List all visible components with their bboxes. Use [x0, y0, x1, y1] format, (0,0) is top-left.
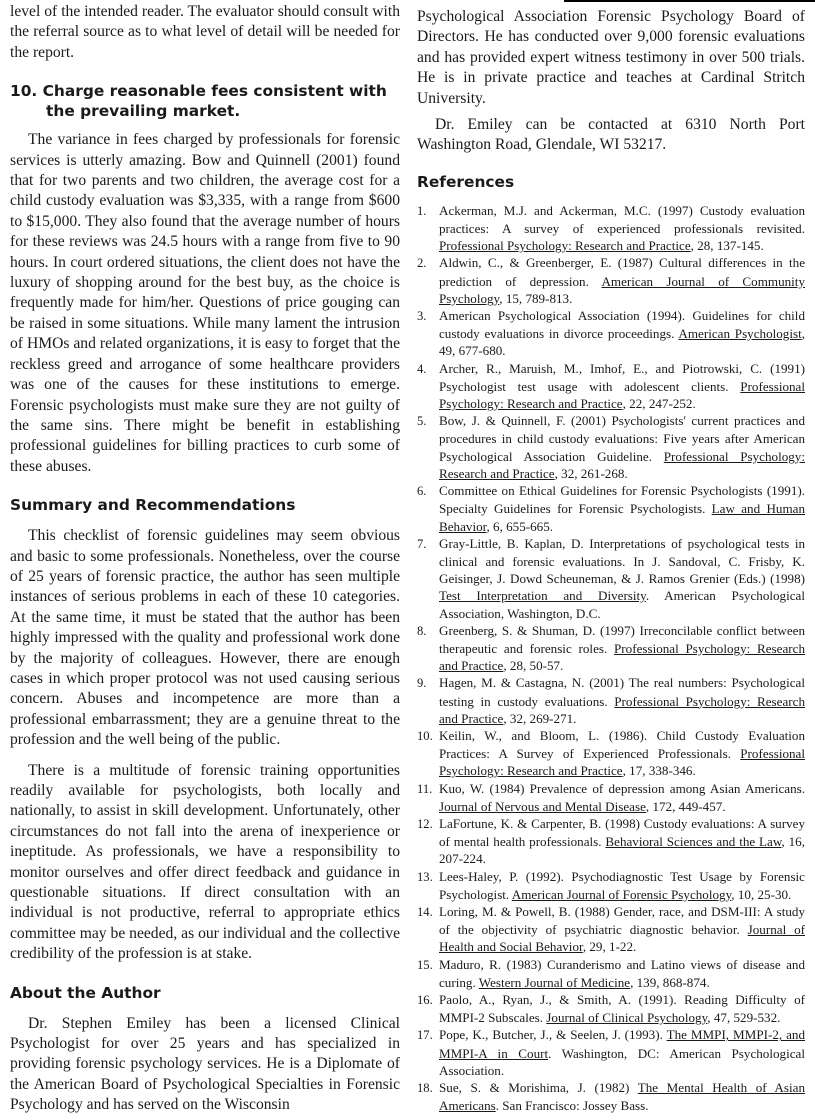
reference-item [417, 815, 805, 868]
reference-details: , 15, 789-813. [499, 290, 573, 306]
reference-item [417, 202, 805, 255]
reference-details: , 28, 50-57. [503, 658, 564, 674]
reference-details: , 29, 1-22. [582, 939, 637, 955]
reference-number: 5. [417, 414, 427, 429]
reference-source: The Mental Health of Asian Americans [439, 1080, 805, 1114]
reference-text: Maduro, R. (1983) Curanderismo and Latino views of disease and curing. [439, 956, 805, 990]
reference-source: Professional Psychology: Research and Practice [439, 693, 805, 726]
reference-text: Lees-Haley, P. (1992). Psychodiagnostic Test Usage by Forensic Psychologist. [439, 868, 805, 902]
reference-item [417, 1079, 805, 1114]
summary-heading: Summary and Recommendations [10, 496, 296, 515]
reference-text: Keilin, W., and Bloom, L. (1986). Child Custody Evaluation Practices: A Survey of Experienced Professionals. [439, 727, 805, 762]
reference-number: 7. [417, 536, 427, 551]
summary-paragraph-1: This checklist of forensic guidelines may seem obvious and basic to some professionals. Nonetheless, over the course of 25 years of forensic practice, the author has seen multiple instances of serious problems in each of these 10 categories. At the same time, it must be stated that the author has been highly impressed with the quality and professional work done by the majority of colleagues. However, there are enough cases in which proper protocol was not used causing serious concern. Abuses and incompetence are more than a professional embarrassment; they are a genuine threat to the profession and the well being of the public. [10, 527, 400, 749]
reference-number: 18. [417, 1081, 433, 1095]
reference-text: LaFortune, K. & Carpenter, B. (1998) Custody evaluations: A survey of mental health professionals. [439, 815, 805, 850]
reference-item [417, 535, 805, 622]
reference-item [417, 307, 805, 360]
reference-number: 3. [417, 309, 427, 324]
reference-source: Behavioral Sciences and the Law [605, 834, 782, 850]
reference-number: 15. [417, 957, 433, 972]
about-continued: Psychological Association Forensic Psychology Board of Directors. He has conducted over 9,000 forensic evaluations and has provided expert witness testimony in over 500 trials. He is in private practice and teaches at Cardinal Stritch University. [417, 8, 805, 107]
reference-source: Journal of Clinical Psychology [546, 1010, 708, 1026]
section-10-heading: 10. Charge reasonable fees consistent with the prevailing market. [10, 82, 387, 121]
intro-fragment: level of the intended reader. The evaluator should consult with the referral source as to what level of detail will be needed for the report. [10, 3, 400, 61]
reference-source: Journal of Health and Social Behavior [439, 922, 805, 955]
reference-text: Kuo, W. (1984) Prevalence of depression among Asian Americans. [439, 780, 805, 796]
reference-item [417, 482, 805, 535]
reference-details: , 22, 247-252. [622, 396, 696, 412]
reference-item [417, 780, 805, 815]
reference-text: Sue, S. & Morishima, J. (1982) [439, 1080, 638, 1095]
reference-source: Professional Psychology: Research and Practice [439, 640, 805, 674]
reference-source: Professional Psychology: Research and Practice [439, 448, 805, 481]
section-10-body: The variance in fees charged by professionals for forensic services is utterly amazing. Bow and Quinnell (2001) found that for two parents and two children, the average cost for a child custody evaluation was $3,335, with a range from $600 to $15,000. They also found that the average number of hours for these reviews was 24.5 hours with a range from five to 90 hours. In court ordered situations, the client does not have the luxury of shopping around for the best buy, as the choice is frequently made for him/her. Questions of price gouging can be raised in some situations. While many lament the intrusion of HMOs and related organizations, it is easy to forget that the reckless greed and arrogance of some healthcare providers was one of the causes for these institutions to emerge. Forensic psychologists must make sure they are not guilty of the same sins. There might be benefit in establishing professional guidelines for billing practices to curb some of these abuses. [10, 131, 400, 475]
reference-source: American Journal of Forensic Psychology [511, 886, 732, 902]
reference-number: 11. [417, 781, 433, 796]
reference-details: , 49, 677-680. [439, 326, 805, 359]
reference-source: Professional Psychology: Research and Practice [439, 746, 805, 779]
reference-details: . San Francisco: Jossey Bass. [495, 1098, 649, 1114]
reference-number: 12. [417, 816, 433, 831]
reference-number: 8. [417, 623, 427, 638]
reference-details: , 32, 261-268. [554, 465, 628, 481]
references-heading: References [417, 172, 515, 191]
reference-details: . American Psychological Association, Washington, D.C. [439, 588, 805, 621]
reference-number: 10. [417, 728, 433, 743]
reference-item [417, 956, 805, 991]
reference-item [417, 1026, 805, 1079]
reference-number: 13. [417, 869, 433, 884]
reference-item [417, 254, 805, 307]
reference-text: American Psychological Association (1994). Guidelines for child custody evaluations in divorce proceedings. [439, 308, 805, 342]
reference-text: Bow, J. & Quinnell, F. (2001) Psychologists' current practices and procedures in child custody evaluations: Five years after American Psychological Association Guideline. [439, 413, 805, 464]
reference-number: 9. [417, 676, 427, 691]
reference-number: 14. [417, 904, 433, 919]
reference-source: Professional Psychology: Research and Practice [439, 378, 805, 412]
reference-details: , 16, 207-224. [439, 834, 805, 867]
summary-paragraph-2: There is a multitude of forensic training opportunities readily available for psychologists, both locally and nationally, to assist in skill development. Unfortunately, other circumstances do not fall into the arena of inexperience or ineptitude. As professionals, we have a responsibility to monitor ourselves and offer direct feedback and guidance in questionable situations. If direct consultation with an individual is not productive, referral to appropriate ethics committee may be needed, as our individual and the collective credibility of the profession is at stake. [10, 761, 400, 963]
reference-number: 1. [417, 203, 427, 218]
reference-details: , 6, 655-665. [486, 518, 554, 534]
reference-text: Committee on Ethical Guidelines for Forensic Psychologists (1991). Specialty Guidelines for Forensic Psychologists. [439, 483, 805, 517]
reference-item [417, 991, 805, 1026]
reference-source: The MMPI, MMPI-2, and MMPI-A in Court [439, 1027, 805, 1061]
references-list [417, 202, 805, 1115]
reference-text: Pope, K., Butcher, J., & Seelen, J. (1993). [439, 1027, 667, 1043]
reference-text: Gray-Little, B. Kaplan, D. Interpretations of psychological tests in clinical and forensic evaluations. In J. Sandoval, C. Frisby, K. Geisinger, J. Dowd Scheuneman, & J. Ramos Grenier (Eds.) (1998) [439, 535, 805, 587]
reference-source: Test Interpretation and Diversity [439, 588, 646, 604]
reference-text: Hagen, M. & Castagna, N. (2001) The real numbers: Psychological testing in custody evaluations. [439, 675, 805, 709]
reference-item [417, 903, 805, 956]
reference-details: , 172, 449-457. [645, 798, 726, 814]
right-column [417, 0, 805, 1114]
reference-details: , 32, 269-271. [503, 710, 577, 726]
reference-item [417, 727, 805, 780]
reference-source: Western Journal of Medicine [478, 974, 631, 990]
reference-details: , 17, 338-346. [622, 763, 696, 779]
reference-number: 16. [417, 992, 433, 1007]
reference-text: Greenberg, S. & Shuman, D. (1997) Irreconcilable conflict between therapeutic and forensic roles. [439, 622, 805, 656]
reference-text: Loring, M. & Powell, B. (1988) Gender, race, and DSM-III: A study of the objectivity of psychiatric diagnostic behavior. [439, 903, 805, 938]
reference-details: , 139, 868-874. [630, 974, 710, 990]
reference-number: 17. [417, 1028, 433, 1043]
reference-source: American Psychologist [678, 326, 802, 342]
left-column [10, 0, 400, 1116]
reference-number: 2. [417, 256, 427, 271]
reference-text: Archer, R., Maruish, M., Imhof, E., and Piotrowski, C. (1991) Psychologist test usage with adolescent clients. [439, 360, 805, 394]
reference-number: 6. [417, 484, 427, 499]
reference-item [417, 622, 805, 675]
reference-source: Professional Psychology: Research and Practice [439, 238, 691, 254]
reference-source: Journal of Nervous and Mental Disease [439, 798, 646, 814]
reference-item [417, 412, 805, 482]
reference-text: Ackerman, M.J. and Ackerman, M.C. (1997) Custody evaluation practices: A survey of experienced professionals revisited. [439, 202, 805, 237]
reference-text: Aldwin, C., & Greenberger, E. (1987) Cultural differences in the prediction of depression. [439, 255, 805, 289]
reference-details: , 10, 25-30. [731, 886, 792, 902]
about-heading: About the Author [10, 983, 161, 1002]
reference-details: , 47, 529-532. [707, 1010, 781, 1026]
about-paragraph: Dr. Stephen Emiley has been a licensed Clinical Psychologist for over 25 years and has specialized in providing forensic psychology services. He is a Diplomate of the American Board of Psychological Specialties in Forensic Psychology and has served on the Wisconsin [10, 1014, 400, 1114]
reference-text: Paolo, A., Ryan, J., & Smith, A. (1991). Reading Difficulty of MMPI-2 Subscales. [439, 991, 805, 1026]
reference-details: . Washington, DC: American Psychological Association. [439, 1045, 805, 1078]
reference-source: American Journal of Community Psychology [439, 273, 805, 306]
reference-item [417, 674, 805, 727]
reference-number: 4. [417, 361, 427, 376]
reference-item [417, 360, 805, 413]
contact-paragraph: Dr. Emiley can be contacted at 6310 North Port Washington Road, Glendale, WI 53217. [417, 116, 805, 154]
reference-details: , 28, 137-145. [690, 238, 764, 254]
reference-source: Law and Human Behavior [439, 501, 806, 534]
reference-item [417, 868, 805, 903]
